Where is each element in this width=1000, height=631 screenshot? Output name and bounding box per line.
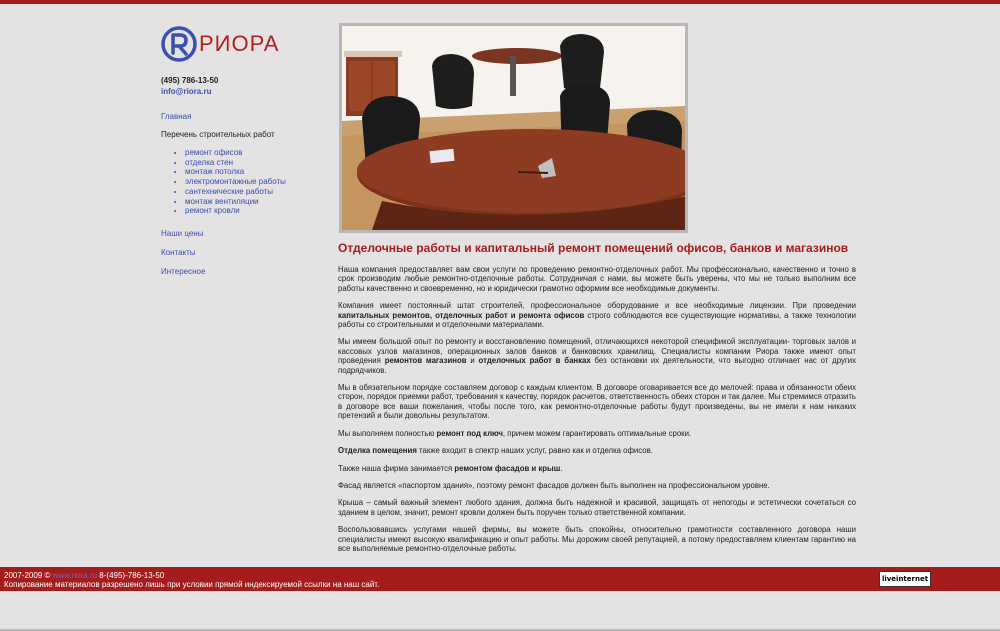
conference-room-image — [342, 26, 685, 230]
main-content — [338, 241, 856, 561]
page-title: Отделочные работы и капитальный ремонт помещений офисов, банков и магазинов — [338, 241, 849, 255]
works-item-ceiling[interactable]: • монтаж потолка — [185, 167, 331, 177]
works-item-roofing[interactable]: • ремонт кровли — [185, 206, 331, 216]
nav-home[interactable]: Главная — [161, 112, 192, 121]
paragraph: Фасад является «паспортом здания», поэтому ремонт фасадов должен быть выполнен на профессиональном уровне. — [338, 480, 770, 490]
nav-interesting[interactable]: Интересное — [161, 266, 206, 276]
works-item-offices[interactable]: • ремонт офисов — [185, 148, 331, 158]
paragraph: Воспользовавшись услугами нашей фирмы, вы можете быть спокойны, относительно грамотности составленного договора наши специалисты имеют высокую квалификацию и опыт работы. Мы дорожим своей репутацией, а потому предоставляем клиентам гарантию на все выполняемые ремонтно-отделочные работы. — [338, 525, 856, 553]
footer-copy-notice: Копирование материалов разрешено лишь при условии прямой индексируемой ссылки на наш сайт. — [4, 580, 380, 589]
office-photo — [339, 23, 688, 233]
paragraph: Мы в обязательном порядке составляем договор с каждым клиентом. В договоре оговаривается все до мелочей: права и обязанности обеих сторон, порядок приемки работ, требования к качеству, порядок расчетов, ответственность обеих сторон и так далее. Мы стремимся отразить в договоре все ваши пожелания, чтобы после того, как ремонтно-отделочные работы будут произведены, вы не имели к нам никаких претензий и были довольны результатом. — [338, 383, 856, 421]
paragraph: Компания имеет постоянный штат строителей, профессиональное оборудование и все необходимые лицензии. При проведении капитальных ремонтов, отделочных работ и ремонта офисов строго соблюдаются все существующие нормативы, а также технологии работы со строительными и отделочными материалами. — [338, 301, 856, 330]
paragraph: Крыша – самый важный элемент любого здания, должна быть надежной и красивой, защищать от непогоды и эстетически сочетаться со зданием в целом, значит, ремонт кровли должен быть поручен только ответственной компании. — [338, 498, 856, 517]
nav-works-heading: Перечень строительных работ — [161, 130, 275, 139]
logo[interactable] — [161, 24, 331, 64]
paragraph: Мы имеем большой опыт по ремонту и восстановлению помещений, отличающихся некоторой спецификой эксплуатации- торговых залов и кассовых узлов магазинов, операционных залов банков и банковских хранилищ. Специалисты компании Риора также имеют опыт проведения ремонтов магазинов и отделочных работ в банках без остановки их деятельности, что выгодно отличает нас от других подрядчиков. — [338, 337, 856, 375]
works-item-walls[interactable]: • отделка стен — [185, 158, 331, 168]
top-accent-line — [0, 0, 1000, 4]
footer-copyright: 2007-2009 © www.riora.ru 8-(495)-786-13-50 — [4, 571, 165, 580]
paragraph: Отделка помещения также входит в спектр наших услуг, равно как и отделка офисов. — [338, 446, 653, 456]
sidebar — [161, 24, 331, 276]
footer — [0, 567, 1000, 591]
logo-r-icon — [161, 26, 197, 62]
paragraph: Также наша фирма занимается ремонтом фасадов и крыш. — [338, 463, 563, 473]
paragraph: Наша компания предоставляет вам свои услуги по проведению ремонтно-отделочных работ. Мы профессионально, качественно и точно в срок производим любые ремонтно-отделочные работы. Сотрудничая с нами, вы можете быть уверены, что мы не только выполним все работы качественно и своевременно, но и юридически грамотно оформим все необходимые документы. — [338, 265, 856, 293]
paragraph: Мы выполняем полностью ремонт под ключ, причем можем гарантировать оптимальные сроки. — [338, 428, 692, 438]
works-list — [185, 148, 331, 216]
liveinternet-counter[interactable]: liveinternet — [879, 571, 931, 587]
logo-text: РИОРА — [199, 31, 280, 56]
nav-contacts[interactable]: Контакты — [161, 247, 196, 257]
works-item-plumbing[interactable]: • сантехнические работы — [185, 187, 331, 197]
works-item-ventilation[interactable]: • монтаж вентиляции — [185, 197, 331, 207]
nav-prices[interactable]: Наши цены — [161, 228, 204, 238]
footer-site-link[interactable]: www.riora.ru — [52, 571, 98, 580]
email-link[interactable]: info@riora.ru — [161, 87, 212, 96]
phone-number: (495) 786-13-50 — [161, 76, 219, 85]
works-item-electrical[interactable]: • электромонтажные работы — [185, 177, 331, 187]
